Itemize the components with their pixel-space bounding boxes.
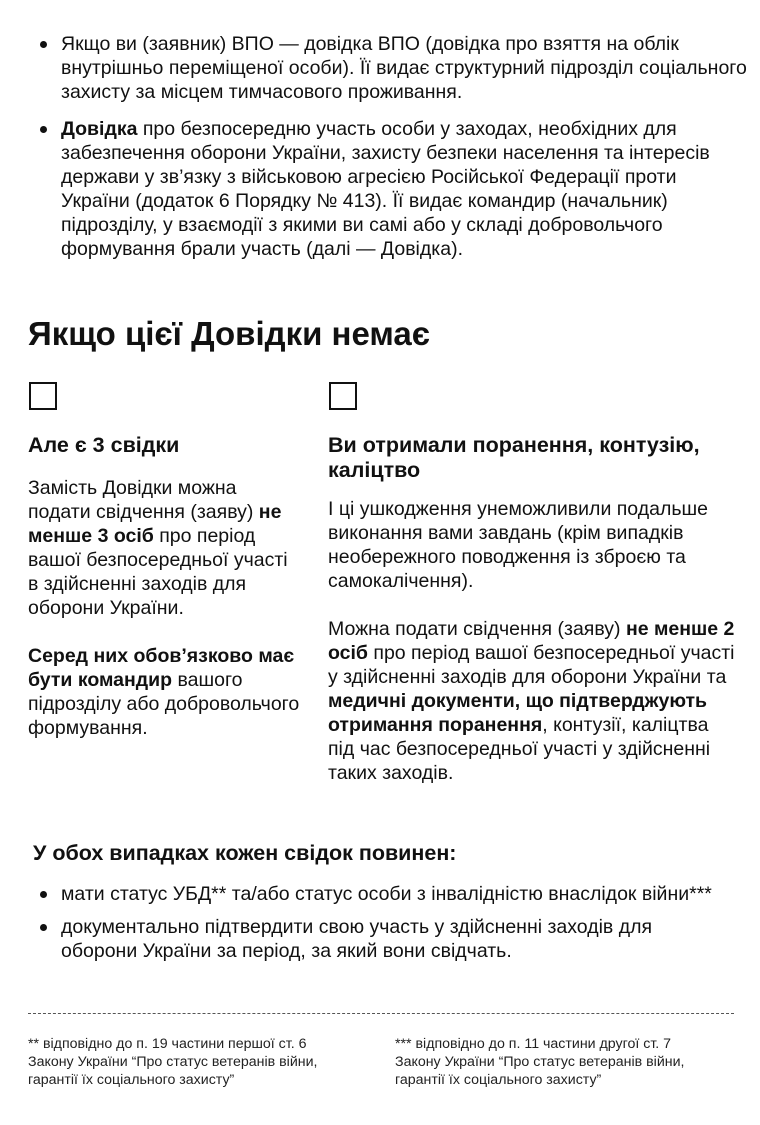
witness-requirements-list: [28, 882, 728, 963]
paragraph-text: Можна подати свідчення (заяву): [328, 618, 626, 640]
required-documents-list: [28, 32, 748, 261]
paragraph-text: Замість Довідки можна подати свідчення (заяву): [28, 477, 259, 523]
paragraph-bold: медичні документи, що підтверджують отримання поранення: [328, 690, 708, 736]
witnesses-option: [28, 433, 303, 740]
dashed-divider: [28, 1013, 734, 1014]
paragraph-text: вашого підрозділу або добровольчого формування.: [28, 669, 300, 739]
paragraph-bold: не менше 2 осіб: [328, 618, 735, 664]
section-title: Якщо цієї Довідки немає: [28, 315, 430, 352]
injury-witness-paragraph: [328, 617, 736, 785]
list-item-participation-certificate: [28, 117, 748, 261]
list-item-idp-certificate: [28, 32, 748, 104]
commander-paragraph: [28, 644, 303, 740]
witness-requirements-title: У обох випадках кожен свідок повинен:: [33, 841, 457, 865]
list-item: мати статус УБД** та/або статус особи з інвалідністю внаслідок війни***: [28, 882, 728, 906]
paragraph-text: , контузії, каліцтва під час безпосередньої участі у здійсненні таких заходів.: [328, 714, 711, 784]
injury-paragraph: І ці ушкодження унеможливили подальше виконання вами завдань (крім випадків необережного поводження із зброєю та самокалічення).: [328, 498, 708, 592]
witnesses-checkbox[interactable]: [29, 382, 57, 410]
paragraph-text: про період вашої безпосередньої участі в здійсненні заходів для оборони України.: [28, 525, 288, 619]
paragraph-text: про період вашої безпосередньої участі у здійсненні заходів для оборони України та: [328, 642, 735, 688]
witnesses-paragraph: [28, 476, 303, 620]
list-item-text: Якщо ви (заявник) ВПО — довідка ВПО (довідка про взяття на облік внутрішньо переміщеної особи). Її видає структурний підрозділ соціального захисту за місцем тимчасового проживання.: [61, 33, 747, 103]
paragraph-bold: Серед них обов’язково має бути командир: [28, 645, 295, 691]
paragraph-bold: не менше 3 осіб: [28, 501, 282, 547]
footnote-ubd: ** відповідно до п. 19 частини першої ст. 6 Закону України “Про статус ветеранів війни, гарантії їх соціального захисту”: [28, 1036, 318, 1088]
list-item-text: про безпосередню участь особи у заходах, необхідних для забезпечення оборони України, захисту безпеки населення та інтересів держави у зв’язку з військовою агресією Російської Федерації проти України (додаток 6 Порядку № 413). Її видає командир (начальник) підрозділу, у взаємодії з якими ви самі або у складі добровольчого формування брали участь (далі — Довідка).: [61, 118, 710, 260]
witnesses-heading: Але є 3 свідки: [28, 433, 180, 457]
injury-heading: Ви отримали поранення, контузію, каліцтво: [328, 433, 700, 482]
footnote-disability: *** відповідно до п. 11 частини другої ст. 7 Закону України “Про статус ветеранів війни, гарантії їх соціального захисту”: [395, 1036, 685, 1088]
list-item-bold-term: Довідка: [61, 118, 138, 140]
injury-option: [328, 433, 736, 785]
injury-checkbox[interactable]: [329, 382, 357, 410]
list-item: документально підтвердити свою участь у здійсненні заходів для оборони України за період, за який вони свідчать.: [28, 915, 728, 963]
